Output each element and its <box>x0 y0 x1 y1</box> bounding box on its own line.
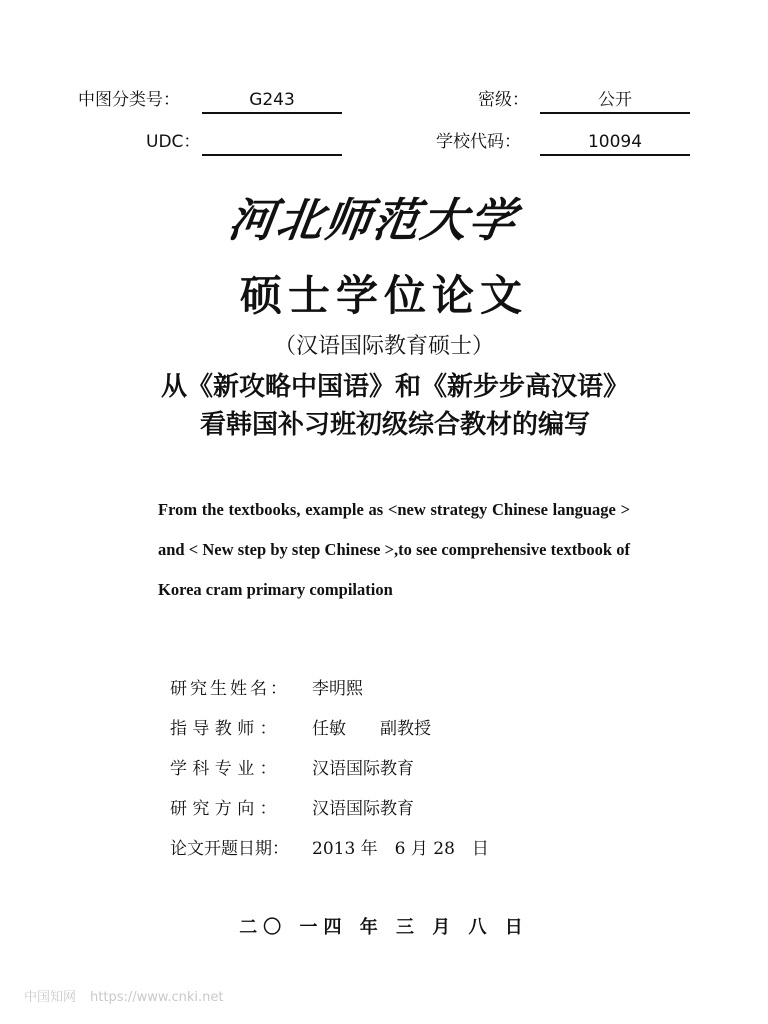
university-logo: 河北师范大学 <box>225 193 521 247</box>
udc-value <box>202 132 342 156</box>
info-value: 汉语国际教育 <box>312 759 414 779</box>
submission-date: 二〇 一四 年 三 月 八 日 <box>239 917 529 938</box>
class-number-value: G243 <box>202 90 342 114</box>
info-label: 研究生姓名： <box>170 679 290 699</box>
class-number-label: 中图分类号： <box>78 90 180 110</box>
info-label: 指 导 教 师 ： <box>170 719 277 739</box>
watermark-site-name: 中国知网 <box>24 990 77 1005</box>
info-value: 汉语国际教育 <box>312 799 414 819</box>
info-row-major <box>170 758 414 780</box>
class-number-field <box>78 90 348 116</box>
info-row-direction <box>170 798 414 820</box>
info-value: 任敏 副教授 <box>312 719 431 739</box>
school-code-label: 学校代码： <box>436 132 521 152</box>
info-row-advisor <box>170 718 431 740</box>
info-row-proposal-date <box>170 838 489 860</box>
info-label: 学 科 专 业 ： <box>170 759 277 779</box>
info-row-student <box>170 678 363 700</box>
info-value: 李明熙 <box>312 679 363 699</box>
secret-level-field <box>478 90 698 116</box>
degree-subtitle: （汉语国际教育硕士） <box>273 334 494 359</box>
school-code-value: 10094 <box>540 132 690 156</box>
udc-label: UDC： <box>146 132 201 152</box>
udc-field <box>146 132 346 158</box>
secret-level-label: 密级： <box>478 90 529 110</box>
info-label: 研 究 方 向 ： <box>170 799 277 819</box>
info-label: 论文开题日期： <box>170 839 289 859</box>
thesis-title-chinese: 从《新攻略中国语》和《新步步高汉语》看韩国补习班初级综合教材的编写 <box>160 372 629 440</box>
info-value: 2013 年 6 月 28 日 <box>312 839 489 859</box>
cnki-watermark <box>24 986 237 1005</box>
secret-level-value: 公开 <box>540 90 690 114</box>
degree-title: 硕士学位论文 <box>239 271 528 320</box>
watermark-url: https://www.cnki.net <box>90 990 224 1005</box>
school-code-field <box>436 132 698 158</box>
thesis-title-english: From the textbooks, example as <new strategy Chinese language > and < New step by step Chinese >,to see comprehensive textbook of Korea cram primary compilation <box>158 500 630 599</box>
